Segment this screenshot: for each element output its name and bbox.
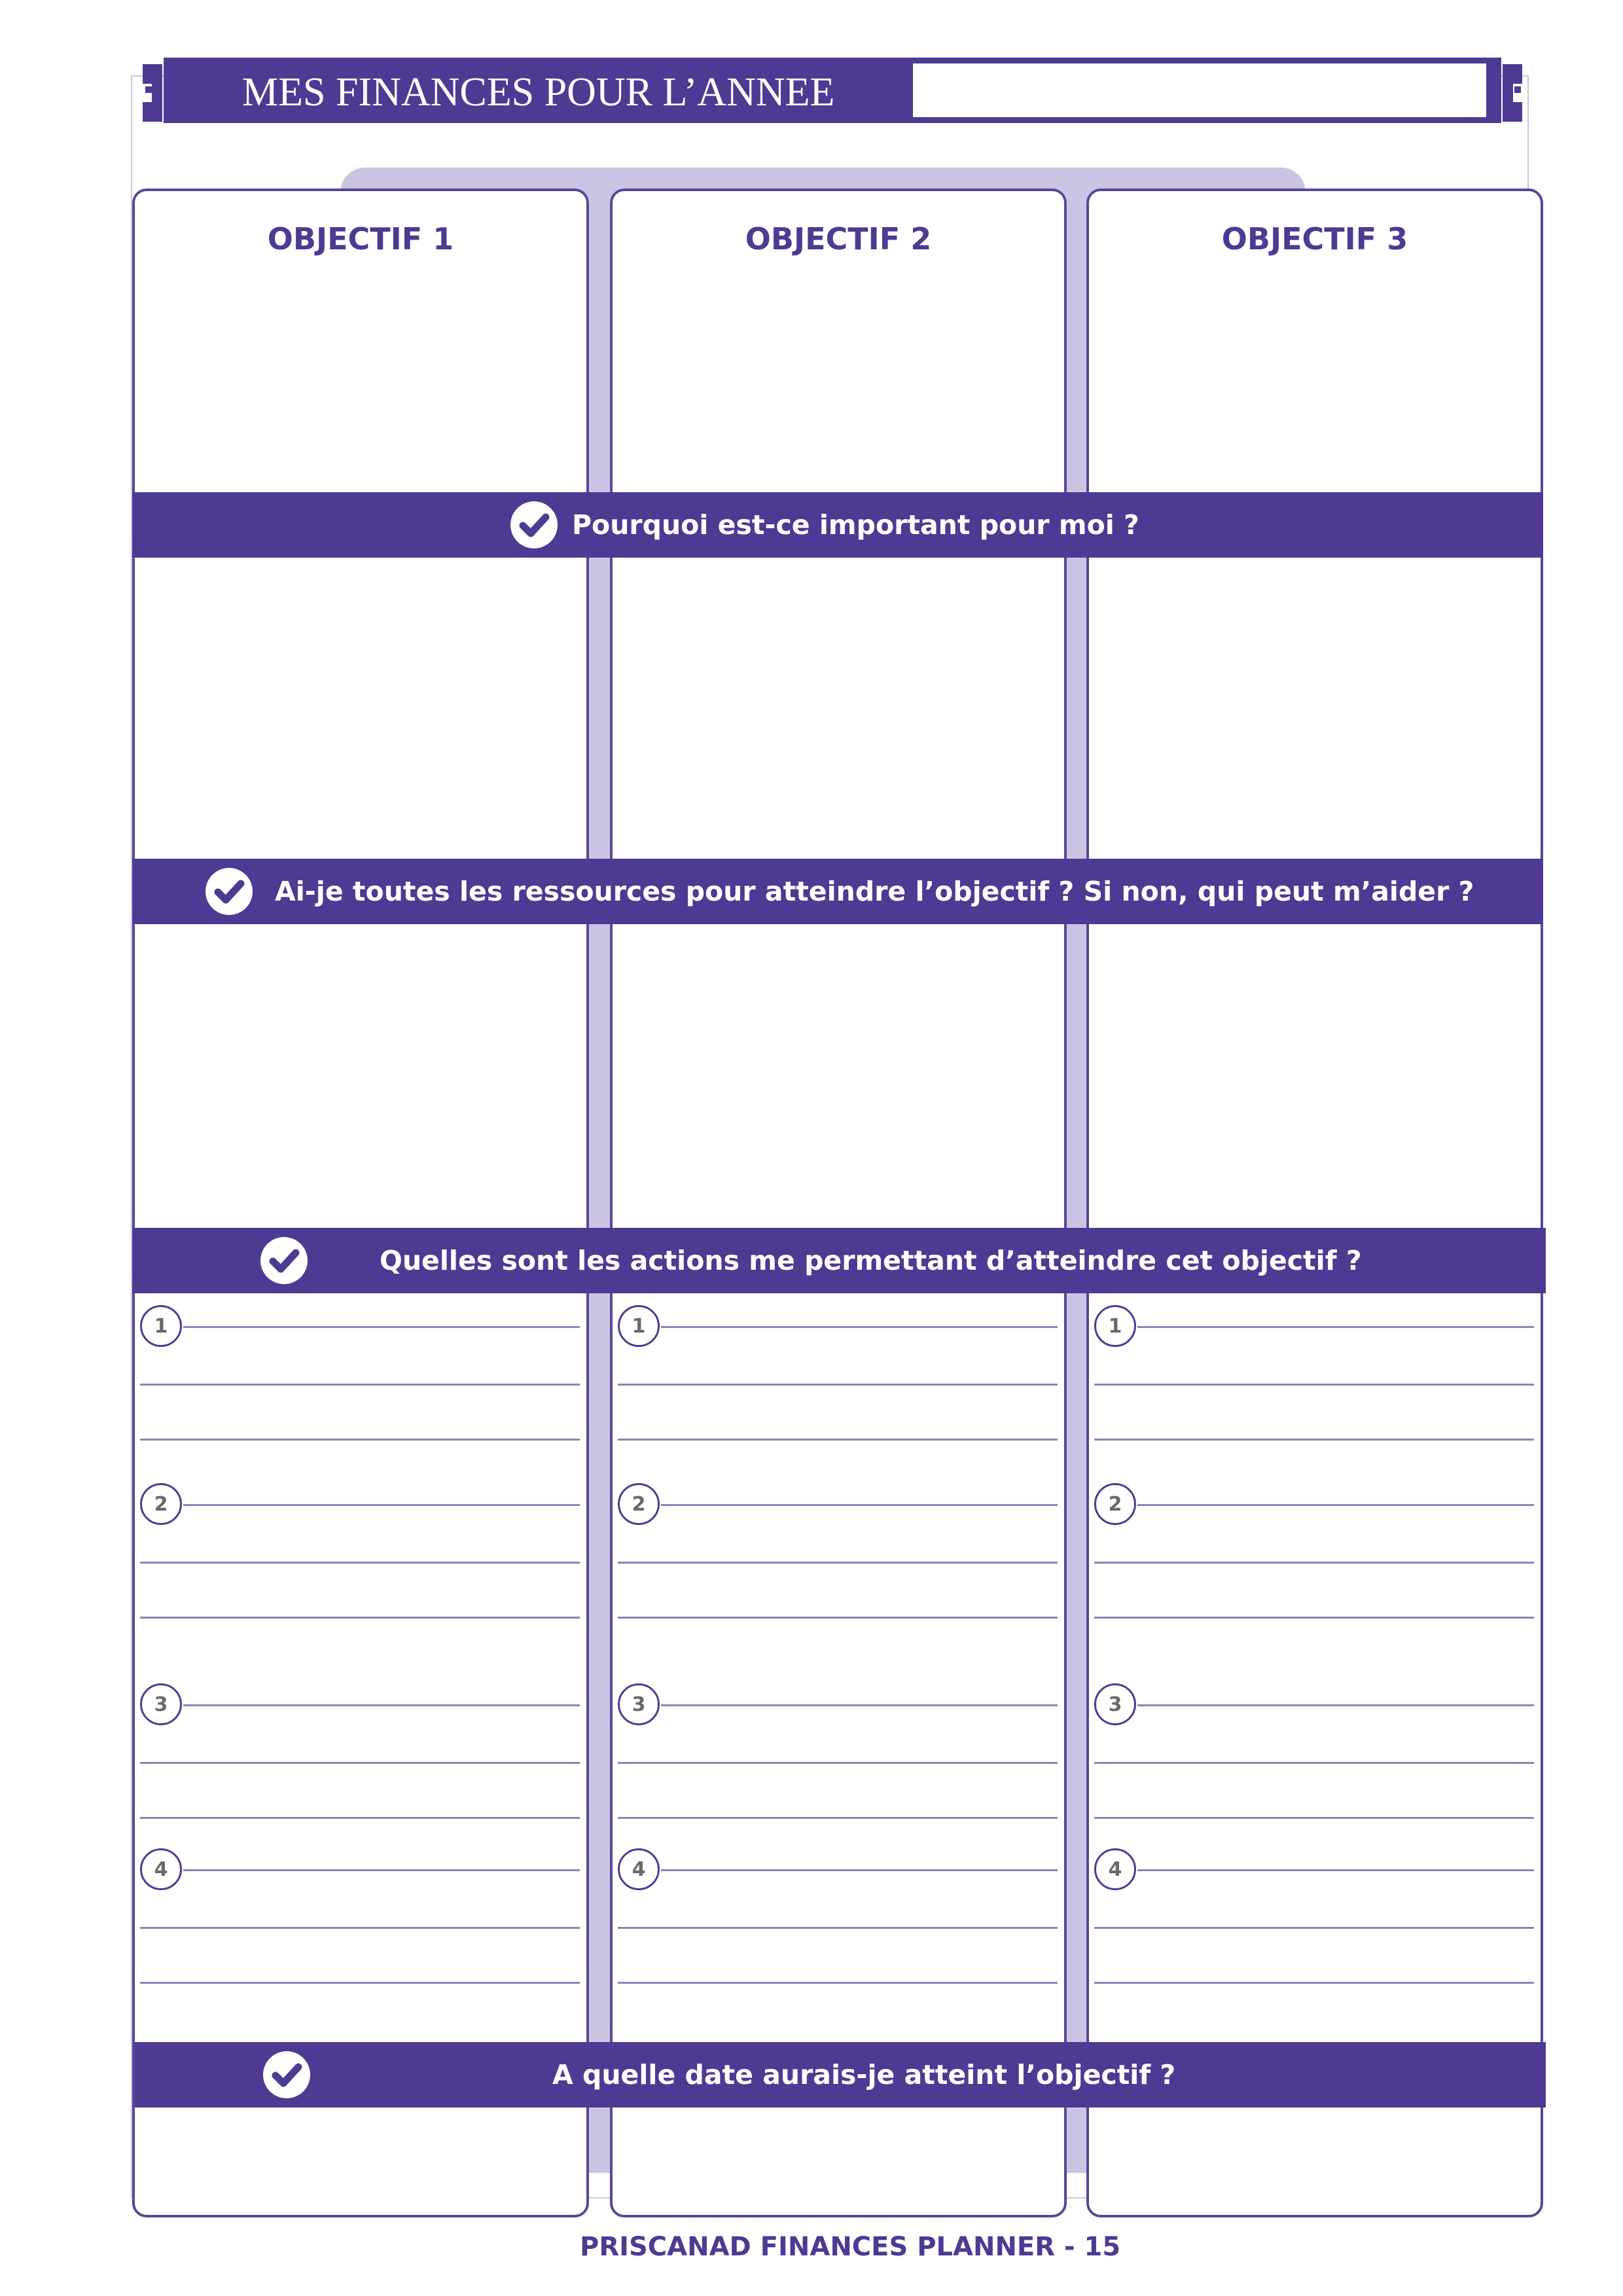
action-line[interactable]	[140, 1927, 580, 1929]
action-line[interactable]	[1094, 1817, 1534, 1819]
section-label-date: A quelle date aurais-je atteint l’objectif ?	[552, 2059, 1176, 2090]
action-line[interactable]	[140, 1384, 580, 1386]
section-label-resources: Ai-je toutes les ressources pour atteindre l’objectif ? Si non, qui peut m’aider ?	[275, 876, 1474, 907]
action-line[interactable]	[661, 1504, 1058, 1506]
action-line[interactable]	[618, 1762, 1058, 1764]
check-circle-icon	[510, 501, 558, 548]
resources-input-2[interactable]	[616, 929, 1060, 1224]
action-number-badge: 3	[618, 1683, 660, 1725]
why-input-2[interactable]	[616, 563, 1060, 851]
objective-1-input[interactable]	[139, 275, 582, 491]
action-number-badge: 1	[140, 1305, 182, 1347]
action-line[interactable]	[183, 1326, 580, 1328]
action-line[interactable]	[1137, 1326, 1534, 1328]
objective-3-input[interactable]	[1093, 275, 1537, 491]
action-number-badge: 1	[618, 1305, 660, 1347]
action-number-badge: 3	[1094, 1683, 1136, 1725]
section-band-actions	[132, 1228, 1546, 1293]
objective-title-1: OBJECTIF 1	[267, 221, 454, 257]
action-number-badge: 3	[140, 1683, 182, 1725]
check-circle-icon	[260, 1237, 308, 1284]
action-line[interactable]	[1094, 1617, 1534, 1619]
action-number-badge: 4	[1094, 1848, 1136, 1890]
action-line[interactable]	[1094, 1439, 1534, 1441]
action-line[interactable]	[1094, 1384, 1534, 1386]
action-line[interactable]	[1137, 1704, 1534, 1706]
page-title: MES FINANCES POUR L’ANNEE	[242, 70, 835, 115]
action-line[interactable]	[618, 1927, 1058, 1929]
action-line[interactable]	[1137, 1869, 1534, 1871]
why-input-3[interactable]	[1093, 563, 1537, 851]
action-number-badge: 4	[618, 1848, 660, 1890]
action-line[interactable]	[1094, 1562, 1534, 1564]
action-line[interactable]	[140, 1562, 580, 1564]
objective-2-input[interactable]	[616, 275, 1060, 491]
page-footer: PRISCANAD FINANCES PLANNER - 15	[580, 2232, 1121, 2262]
section-band-resources	[132, 859, 1543, 924]
objective-title-2: OBJECTIF 2	[745, 221, 932, 257]
objective-title-3: OBJECTIF 3	[1221, 221, 1408, 257]
action-line[interactable]	[661, 1326, 1058, 1328]
date-input-3[interactable]	[1093, 2113, 1537, 2211]
action-line[interactable]	[618, 1617, 1058, 1619]
action-line[interactable]	[183, 1504, 580, 1506]
action-number-badge: 2	[1094, 1483, 1136, 1525]
why-input-1[interactable]	[139, 563, 582, 851]
check-circle-icon	[263, 2051, 310, 2098]
action-line[interactable]	[618, 1384, 1058, 1386]
action-line[interactable]	[661, 1869, 1058, 1871]
action-line[interactable]	[618, 1817, 1058, 1819]
date-input-2[interactable]	[616, 2113, 1060, 2211]
action-line[interactable]	[140, 1617, 580, 1619]
action-number-badge: 2	[140, 1483, 182, 1525]
action-number-badge: 1	[1094, 1305, 1136, 1347]
year-input-field[interactable]	[911, 62, 1488, 119]
section-band-date	[135, 2042, 1546, 2108]
action-line[interactable]	[1137, 1504, 1534, 1506]
action-line[interactable]	[1094, 1982, 1534, 1984]
action-line[interactable]	[1094, 1927, 1534, 1929]
action-line[interactable]	[140, 1762, 580, 1764]
section-label-actions: Quelles sont les actions me permettant d’atteindre cet objectif ?	[380, 1245, 1362, 1276]
section-band-why	[132, 492, 1543, 558]
action-line[interactable]	[183, 1869, 580, 1871]
action-number-badge: 2	[618, 1483, 660, 1525]
section-label-why: Pourquoi est-ce important pour moi ?	[572, 509, 1139, 541]
date-input-1[interactable]	[139, 2113, 582, 2211]
action-line[interactable]	[1094, 1762, 1534, 1764]
action-line[interactable]	[618, 1439, 1058, 1441]
resources-input-1[interactable]	[139, 929, 582, 1224]
resources-input-3[interactable]	[1093, 929, 1537, 1224]
action-number-badge: 4	[140, 1848, 182, 1890]
action-line[interactable]	[661, 1704, 1058, 1706]
check-circle-icon	[205, 868, 253, 915]
action-line[interactable]	[183, 1704, 580, 1706]
action-line[interactable]	[618, 1562, 1058, 1564]
action-line[interactable]	[140, 1817, 580, 1819]
action-line[interactable]	[140, 1982, 580, 1984]
action-line[interactable]	[618, 1982, 1058, 1984]
action-line[interactable]	[140, 1439, 580, 1441]
